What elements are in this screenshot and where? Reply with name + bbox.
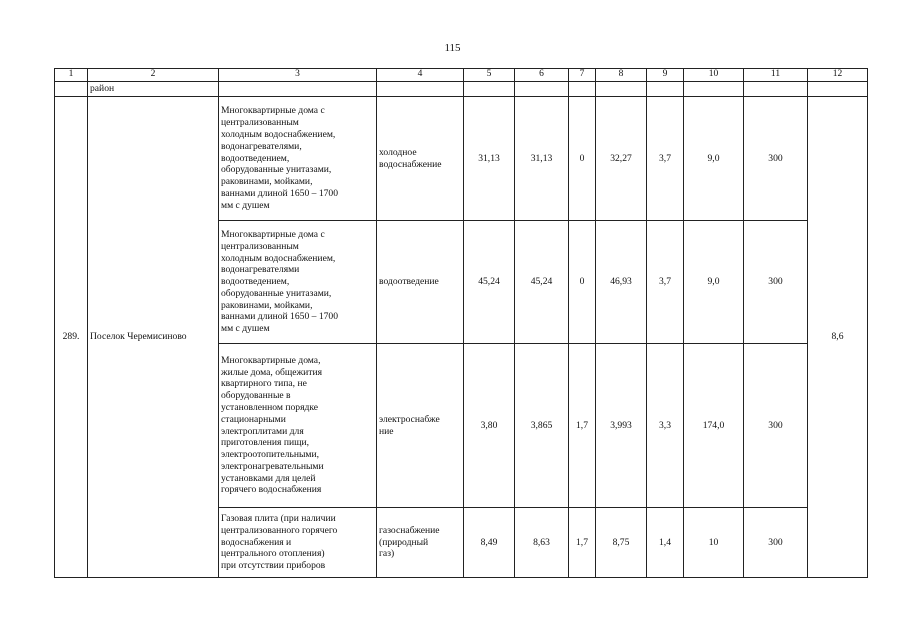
subheader-cell — [647, 82, 684, 97]
subheader-cell — [808, 82, 868, 97]
service-line: газоснабжение — [379, 524, 440, 536]
value-cell-c10: 9,0 — [684, 221, 744, 344]
description-line: установленном порядке — [221, 401, 319, 413]
description-line: Многоквартирные дома, — [221, 354, 321, 366]
value-cell-c10: 10 — [684, 508, 744, 578]
value-cell-c11: 300 — [744, 508, 808, 578]
service-line: ние — [379, 425, 394, 437]
table-header-row — [55, 69, 868, 82]
housing-description — [219, 221, 377, 344]
description-line: раковинами, мойками, — [221, 176, 313, 188]
description-line: электронагревательными — [221, 460, 324, 472]
service-line: водоотведение — [379, 276, 439, 288]
value-cell-c11: 300 — [744, 221, 808, 344]
value-cell-c5: 3,80 — [464, 344, 515, 508]
value-cell-c9: 3,3 — [647, 344, 684, 508]
service-line: (природный — [379, 536, 429, 548]
subheader-cell: район — [88, 82, 219, 97]
value-cell-c9: 3,7 — [647, 221, 684, 344]
value-cell-c5: 31,13 — [464, 97, 515, 221]
description-line: Многоквартирные дома с — [221, 228, 325, 240]
header-cell: 12 — [808, 69, 868, 82]
service-line: газ) — [379, 548, 395, 560]
description-line: квартирного типа, не — [221, 378, 307, 390]
table-row — [55, 97, 868, 221]
description-line: оборудованные унитазами, — [221, 287, 332, 299]
description-line: централизованного горячего — [221, 524, 338, 536]
subheader-cell — [464, 82, 515, 97]
header-cell: 8 — [596, 69, 647, 82]
value-cell-c8: 8,75 — [596, 508, 647, 578]
header-cell: 7 — [569, 69, 596, 82]
header-cell: 1 — [55, 69, 88, 82]
value-cell-c5: 8,49 — [464, 508, 515, 578]
value-cell-c6: 3,865 — [515, 344, 569, 508]
service-type — [377, 344, 464, 508]
housing-description — [219, 508, 377, 578]
description-line: горячего водоснабжения — [221, 484, 322, 496]
subheader-cell — [684, 82, 744, 97]
value-cell-c11: 300 — [744, 344, 808, 508]
description-line: электроплитами для — [221, 425, 304, 437]
value-cell-c9: 3,7 — [647, 97, 684, 221]
value-cell-c8: 32,27 — [596, 97, 647, 221]
description-line: установками для целей — [221, 472, 316, 484]
value-cell-c9: 1,4 — [647, 508, 684, 578]
description-line: центрального отопления) — [221, 548, 325, 560]
description-line: централизованным — [221, 117, 299, 129]
description-line: жилые дома, общежития — [221, 366, 323, 378]
service-line: водоснабжение — [379, 158, 442, 170]
locality-name: Поселок Черемисиново — [88, 97, 219, 578]
header-cell: 6 — [515, 69, 569, 82]
subheader-cell — [377, 82, 464, 97]
header-cell: 4 — [377, 69, 464, 82]
value-cell-c7: 0 — [569, 221, 596, 344]
description-line: при отсутствии приборов — [221, 560, 326, 572]
value-cell-c6: 31,13 — [515, 97, 569, 221]
value-cell-c11: 300 — [744, 97, 808, 221]
header-cell: 11 — [744, 69, 808, 82]
subheader-cell — [515, 82, 569, 97]
value-cell-c10: 9,0 — [684, 97, 744, 221]
header-cell: 2 — [88, 69, 219, 82]
value-cell-c8: 46,93 — [596, 221, 647, 344]
description-line: мм с душем — [221, 199, 270, 211]
row-number: 289. — [55, 97, 88, 578]
value-cell-c8: 3,993 — [596, 344, 647, 508]
header-cell: 5 — [464, 69, 515, 82]
description-line: мм с душем — [221, 323, 270, 335]
value-cell-c6: 45,24 — [515, 221, 569, 344]
subheader-cell — [744, 82, 808, 97]
description-line: ваннами длиной 1650 – 1700 — [221, 187, 339, 199]
description-line: водоотведением, — [221, 152, 290, 164]
description-line: централизованным — [221, 240, 299, 252]
header-cell: 3 — [219, 69, 377, 82]
service-type — [377, 221, 464, 344]
housing-description — [219, 97, 377, 221]
description-line: электроотопительными, — [221, 449, 320, 461]
header-cell: 10 — [684, 69, 744, 82]
description-line: раковинами, мойками, — [221, 299, 313, 311]
subheader-cell — [569, 82, 596, 97]
value-cell-c5: 45,24 — [464, 221, 515, 344]
service-line: электроснабже — [379, 413, 440, 425]
value-cell-c7: 1,7 — [569, 344, 596, 508]
value-cell-c7: 1,7 — [569, 508, 596, 578]
description-line: стационарными — [221, 413, 286, 425]
description-line: водонагревателями — [221, 264, 300, 276]
description-line: холодным водоснабжением, — [221, 252, 336, 264]
subheader-cell — [596, 82, 647, 97]
value-cell-c12: 8,6 — [808, 97, 868, 578]
tariff-table — [54, 68, 868, 578]
service-type — [377, 97, 464, 221]
value-cell-c7: 0 — [569, 97, 596, 221]
housing-description — [219, 344, 377, 508]
description-line: Газовая плита (при наличии — [221, 513, 336, 524]
header-cell: 9 — [647, 69, 684, 82]
description-line: Многоквартирные дома с — [221, 105, 325, 117]
service-line: холодное — [379, 146, 417, 158]
description-line: холодным водоснабжением, — [221, 129, 336, 140]
description-line: водонагревателями, — [221, 140, 302, 152]
subheader-cell — [55, 82, 88, 97]
value-cell-c6: 8,63 — [515, 508, 569, 578]
table-subheader-row — [55, 82, 868, 97]
description-line: водоснабжения и — [221, 536, 292, 548]
subheader-cell — [219, 82, 377, 97]
description-line: водоотведением, — [221, 276, 290, 288]
description-line: оборудованные в — [221, 390, 291, 402]
description-line: ваннами длиной 1650 – 1700 — [221, 311, 339, 323]
description-line: оборудованные унитазами, — [221, 164, 332, 176]
value-cell-c10: 174,0 — [684, 344, 744, 508]
page-number: 115 — [444, 42, 461, 54]
description-line: приготовления пищи, — [221, 437, 310, 449]
service-type — [377, 508, 464, 578]
